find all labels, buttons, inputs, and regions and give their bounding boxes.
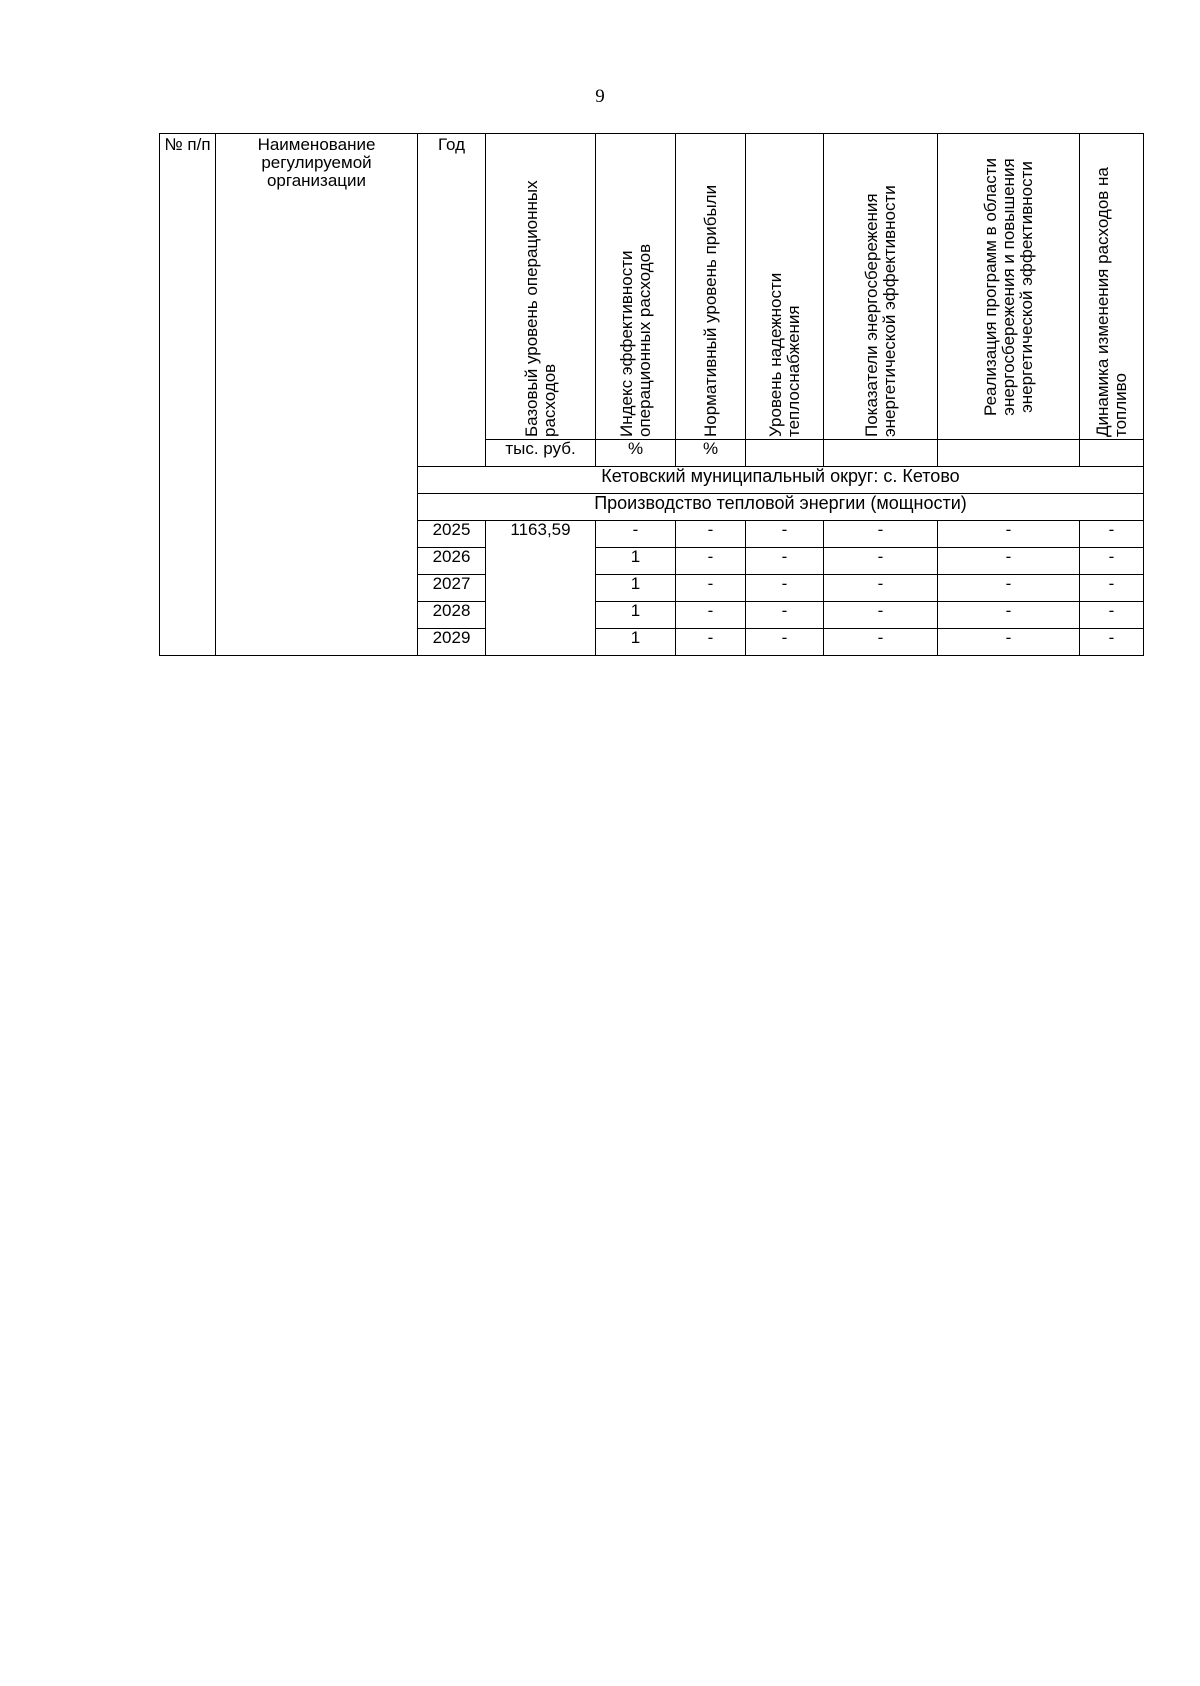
- unit-base-level: тыс. руб.: [486, 440, 596, 467]
- section-label: Производство тепловой энергии (мощности): [418, 494, 1144, 521]
- unit-normative-profit: %: [676, 440, 746, 467]
- header-normative-profit: Нормативный уровень прибыли: [676, 134, 746, 440]
- header-num: № п/п: [160, 134, 216, 656]
- cell-fuel: -: [1080, 521, 1144, 548]
- header-year: Год: [418, 134, 486, 467]
- cell-reliability: -: [746, 521, 824, 548]
- cell-year: 2026: [418, 548, 486, 575]
- cell-fuel: -: [1080, 575, 1144, 602]
- cell-reliability: -: [746, 548, 824, 575]
- indicators-table: [159, 133, 1144, 656]
- cell-fuel: -: [1080, 548, 1144, 575]
- cell-program: -: [938, 521, 1080, 548]
- cell-year: 2029: [418, 629, 486, 656]
- cell-profit: -: [676, 548, 746, 575]
- unit-reliability: [746, 440, 824, 467]
- cell-index: 1: [596, 548, 676, 575]
- cell-index: 1: [596, 575, 676, 602]
- cell-energy: -: [824, 575, 938, 602]
- cell-index: 1: [596, 602, 676, 629]
- cell-profit: -: [676, 629, 746, 656]
- cell-year: 2025: [418, 521, 486, 548]
- cell-index: 1: [596, 629, 676, 656]
- cell-profit: -: [676, 521, 746, 548]
- cell-reliability: -: [746, 629, 824, 656]
- cell-program: -: [938, 629, 1080, 656]
- header-base-level: Базовый уровень операционных расходов: [486, 134, 596, 440]
- unit-energy-indicators: [824, 440, 938, 467]
- region-label: Кетовский муниципальный округ: с. Кетово: [418, 467, 1144, 494]
- cell-program: -: [938, 575, 1080, 602]
- cell-energy: -: [824, 548, 938, 575]
- header-row: [160, 134, 1144, 440]
- page-number: 9: [595, 86, 605, 107]
- cell-base-value: 1163,59: [486, 521, 596, 656]
- cell-program: -: [938, 548, 1080, 575]
- cell-program: -: [938, 602, 1080, 629]
- header-fuel-dynamics: Динамика изменения расходов на топливо: [1080, 134, 1144, 440]
- cell-fuel: -: [1080, 602, 1144, 629]
- cell-index: -: [596, 521, 676, 548]
- header-energy-indicators: Показатели энергосбережения энергетической эффективности: [824, 134, 938, 440]
- header-program-realization: Реализация программ в области энергосбережения и повышения энергетической эффективности: [938, 134, 1080, 440]
- cell-fuel: -: [1080, 629, 1144, 656]
- cell-energy: -: [824, 629, 938, 656]
- cell-reliability: -: [746, 575, 824, 602]
- cell-profit: -: [676, 602, 746, 629]
- cell-year: 2028: [418, 602, 486, 629]
- cell-energy: -: [824, 602, 938, 629]
- header-reliability: Уровень надежности теплоснабжения: [746, 134, 824, 440]
- cell-profit: -: [676, 575, 746, 602]
- cell-energy: -: [824, 521, 938, 548]
- header-org-name: Наименование регулируемой организации: [216, 134, 418, 656]
- cell-reliability: -: [746, 602, 824, 629]
- unit-efficiency-index: %: [596, 440, 676, 467]
- unit-fuel-dynamics: [1080, 440, 1144, 467]
- unit-program-realization: [938, 440, 1080, 467]
- cell-year: 2027: [418, 575, 486, 602]
- header-efficiency-index: Индекс эффективности операционных расходов: [596, 134, 676, 440]
